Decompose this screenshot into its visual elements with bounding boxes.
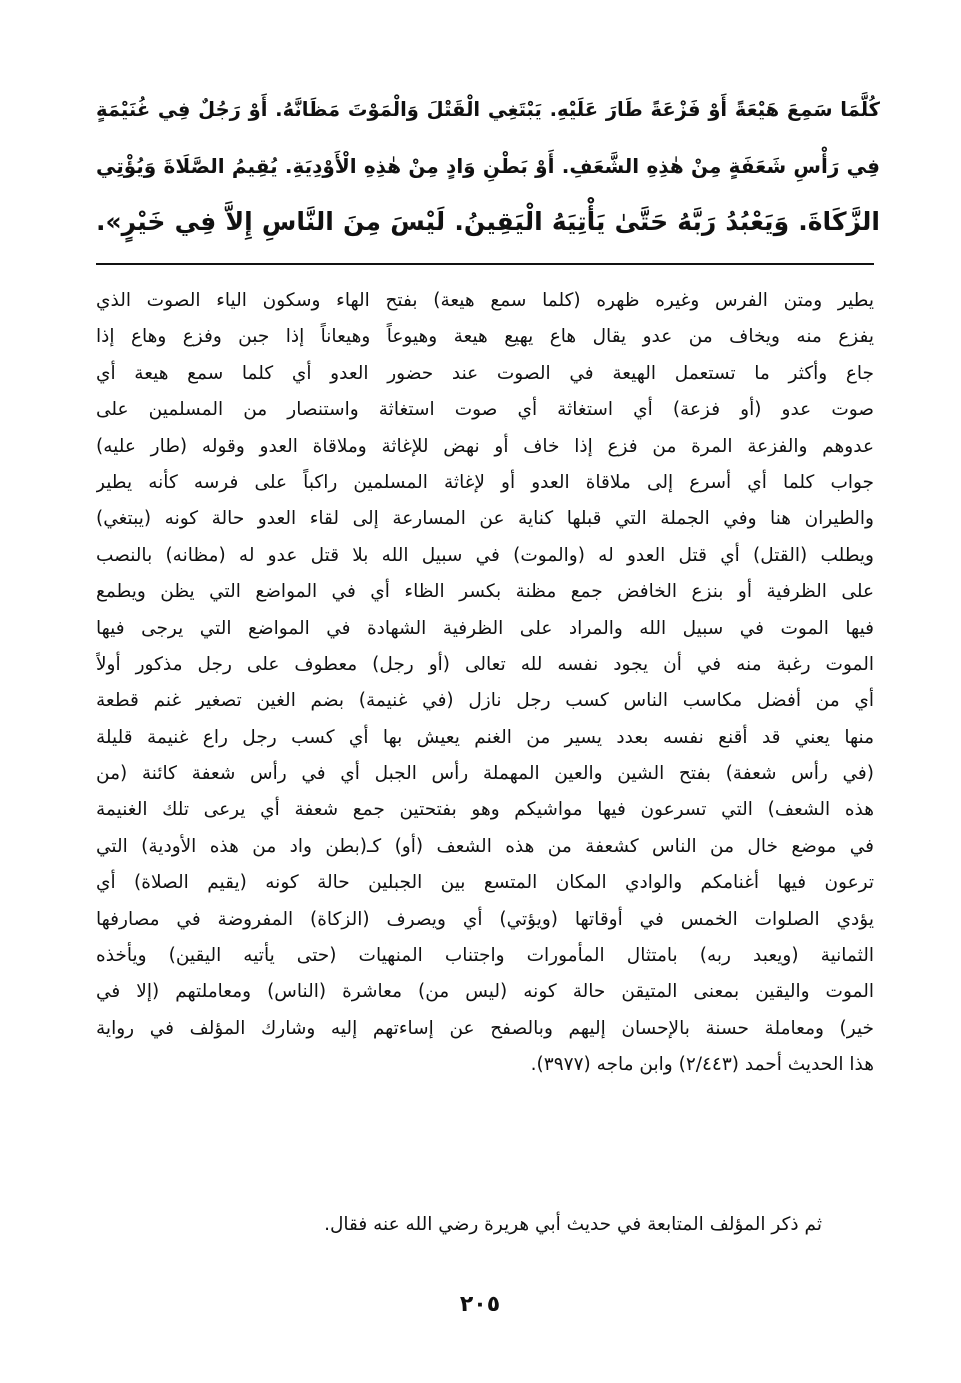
commentary-line: هذا الحديث أحمد (٢/٤٤٣) وابن ماجه (٣٩٧٧). [530,1054,874,1076]
commentary-text [96,283,874,1084]
hadith-line: الزَّكَاةَ. وَيَعْبُدُ رَبَّهُ حَتَّىٰ يَأْتِيَهُ الْيَقِينُ. لَيْسَ مِنَ النَّاسِ إِلاَّ فِي خَيْرٍ». [96,207,880,236]
page-number: ٢٠٥ [459,1292,501,1317]
hadith-line: كُلَّمَا سَمِعَ هَيْعَةً أَوْ فَزْعَةً طَارَ عَلَيْهِ. يَبْتَغِي الْقَتْلَ وَالْمَوْتَ مَظَانَّهُ. أَوْ رَجُلٌ فِي غُنَيْمَةٍ [96,98,880,121]
commentary-line: في موضع خال من الناس كشعفة من هذه الشعف (أو) كـ(بطن واد من هذه الأودية) التي [96,835,874,857]
commentary-line: جواب كلما أي أسرع إلى ملاقاة العدو أو لإغاثة المسلمين راكباً على فرسه كأنه يطير [96,471,874,493]
commentary-line: يؤدي الصلوات الخمس في أوقاتها (ويؤتي) أي ويصرف (الزكاة) المفروضة في مصارفها [96,908,874,930]
commentary-line: والطيران هنا وفي الجملة التي قبلها كناية عن المسارعة إلى لقاء العدو حالة كونه (يبتغي) [96,508,874,530]
commentary-line: الموت واليقين بمعنى المتيقن حالة كونه (ليس من) معاشرة (الناس) ومعاملتهم (إلا في [96,981,874,1003]
commentary-line: الثمانية (ويعبد ربه) بامتثال المأمورات واجتناب المنهيات (حتى يأتيه اليقين) ويأخذه [96,945,874,967]
commentary-line: جاع وأكثر ما تستعمل الهيعة في الصوت عند حضور العدو أي كلما سمع هيعة أي [96,362,874,384]
closing-sentence: ثم ذكر المؤلف المتابعة في حديث أبي هريرة رضي الله عنه فقال. [324,1214,822,1235]
commentary-line: صوت عدو (أو فزعة) أي استغاثة أي صوت استغاثة واستنصار من المسلمين على [96,399,874,421]
commentary-line: فيها الموت في سبيل الله والمراد على الظرفية الشهادة في المواضع التي يرجى فيها [96,617,874,639]
commentary-line: أي من أفضل مكاسب الناس كسب رجل نازل (في غنيمة) بضم الغين تصغير غنم قطعة [96,690,874,712]
commentary-line: (في رأس شعفة) بفتح الشين والعين المهملة رأس الجبل أي في رأس شعفة كائنة (من [96,763,874,785]
commentary-line: منها يعني قد أقنع نفسه بعدد يسير من الغنم يعيش بها أي كسب رجل راع غنيمة قليلة [96,726,874,748]
commentary-line: هذه الشعف) التي تسرعون فيها مواشيكم وهو بفتحتين جمع شعفة أي يرعى تلك الغنيمة [96,799,874,821]
hadith-line: فِي رَأْسِ شَعَفَةٍ مِنْ هٰذِهِ الشَّعَفِ. أَوْ بَطْنِ وَادٍ مِنْ هٰذِهِ الْأَوْدِيَةِ. يُقِيمُ الصَّلَاةَ وَيُؤْتِي [96,154,880,178]
commentary-line: ويطلب (القتل) أي قتل العدو له (والموت) في سبيل الله بلا قتل عدو له (مظانه) بالنصب [96,544,874,566]
commentary-line: خير) ومعاملة حسنة بالإحسان إليهم وبالصفح عن إساءتهم إليه وشارك المؤلف في رواية [96,1017,874,1039]
commentary-line: ترعون فيها أغنامكم والوادي المكان المتسع بين الجبلين حالة كونه (يقيم الصلاة) أي [96,872,874,894]
commentary-line: يفزع منه ويخاف من عدو يقال هاع يهيع هيعة وهيوعاً وهيعاناً إذا جبن وفزع وهاع إذا [96,326,874,348]
commentary-line: يطير ومتن الفرس وغيره ظهره (كلما سمع هيعة) بفتح الهاء وسكون الياء الصوت الذي [96,290,874,311]
hadith-text [96,82,880,250]
commentary-line: عدوهم والفزعة المرة من فزع إذا خاف أو نهض للإغاثة وملاقاة العدو وقوله (طار عليه) [96,435,874,457]
commentary-line: الموت رغبة منه في أن يجود نفسه لله تعالى (أو رجل) معطوف على رجل مذكور أولاً [96,653,874,675]
commentary-line: على الظرفية أو بنزع الخافض جمع مظنة بكسر الظاء أي في المواضع التي يظن ويطمع [96,581,874,603]
footnote-divider [96,263,874,265]
